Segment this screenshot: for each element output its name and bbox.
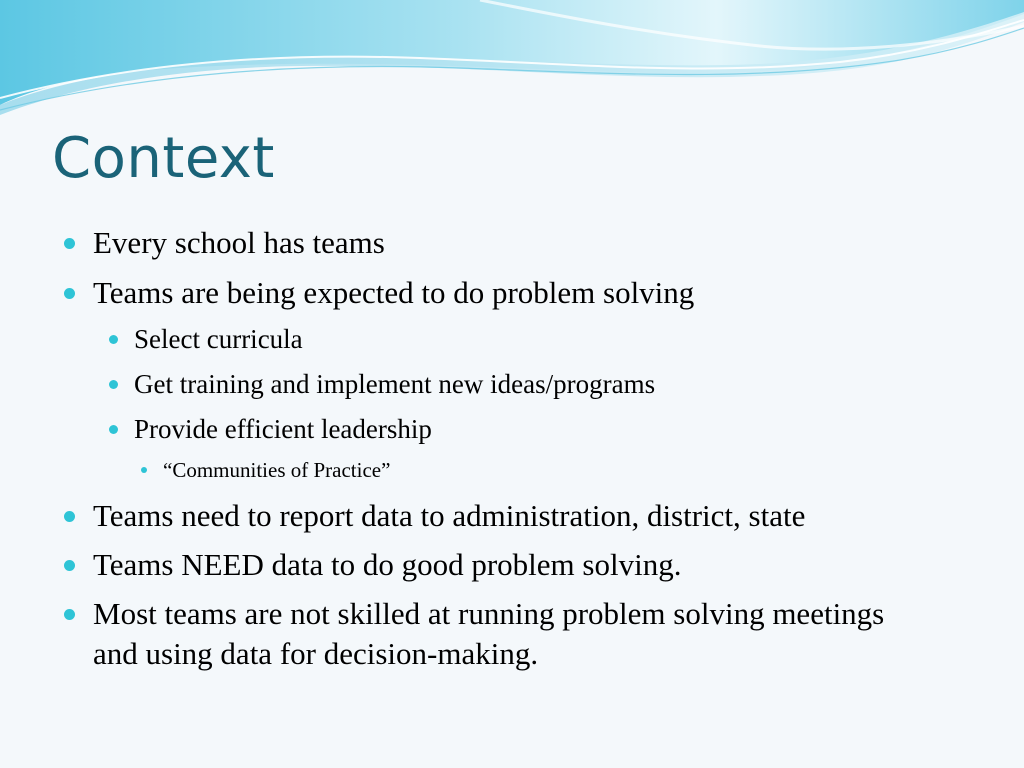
header-wave-decoration bbox=[0, 0, 1024, 120]
bullet-marker-icon bbox=[109, 380, 118, 389]
bullet-text: Teams NEED data to do good problem solving. bbox=[93, 547, 682, 582]
bullet-marker-icon bbox=[109, 425, 118, 434]
bullet-item bbox=[93, 223, 385, 263]
bullet-text: Most teams are not skilled at running problem solving meetings and using data for decision-making. bbox=[93, 596, 885, 671]
sub-bullet-item bbox=[134, 367, 655, 401]
bullet-item bbox=[93, 545, 681, 585]
bullet-marker-icon bbox=[64, 609, 75, 620]
bullet-item bbox=[93, 496, 805, 536]
sub-bullet-item bbox=[134, 412, 432, 446]
bullet-marker-icon bbox=[64, 511, 75, 522]
bullet-text: Teams are being expected to do problem solving bbox=[93, 275, 695, 310]
bullet-marker-icon bbox=[141, 467, 147, 473]
bullet-marker-icon bbox=[64, 560, 75, 571]
bullet-item bbox=[93, 594, 913, 674]
bullet-text: Every school has teams bbox=[93, 225, 385, 260]
bullet-marker-icon bbox=[64, 238, 75, 249]
bullet-text: “Communities of Practice” bbox=[163, 458, 391, 482]
bullet-marker-icon bbox=[109, 335, 118, 344]
bullet-text: Provide efficient leadership bbox=[134, 414, 432, 444]
sub-sub-bullet-item bbox=[163, 456, 390, 484]
sub-bullet-item bbox=[134, 322, 303, 356]
bullet-marker-icon bbox=[64, 288, 75, 299]
bullet-text: Get training and implement new ideas/programs bbox=[134, 369, 656, 399]
bullet-item bbox=[93, 273, 694, 313]
bullet-text: Teams need to report data to administration, district, state bbox=[93, 498, 806, 533]
bullet-text: Select curricula bbox=[134, 324, 303, 354]
slide-title: Context bbox=[52, 126, 275, 191]
